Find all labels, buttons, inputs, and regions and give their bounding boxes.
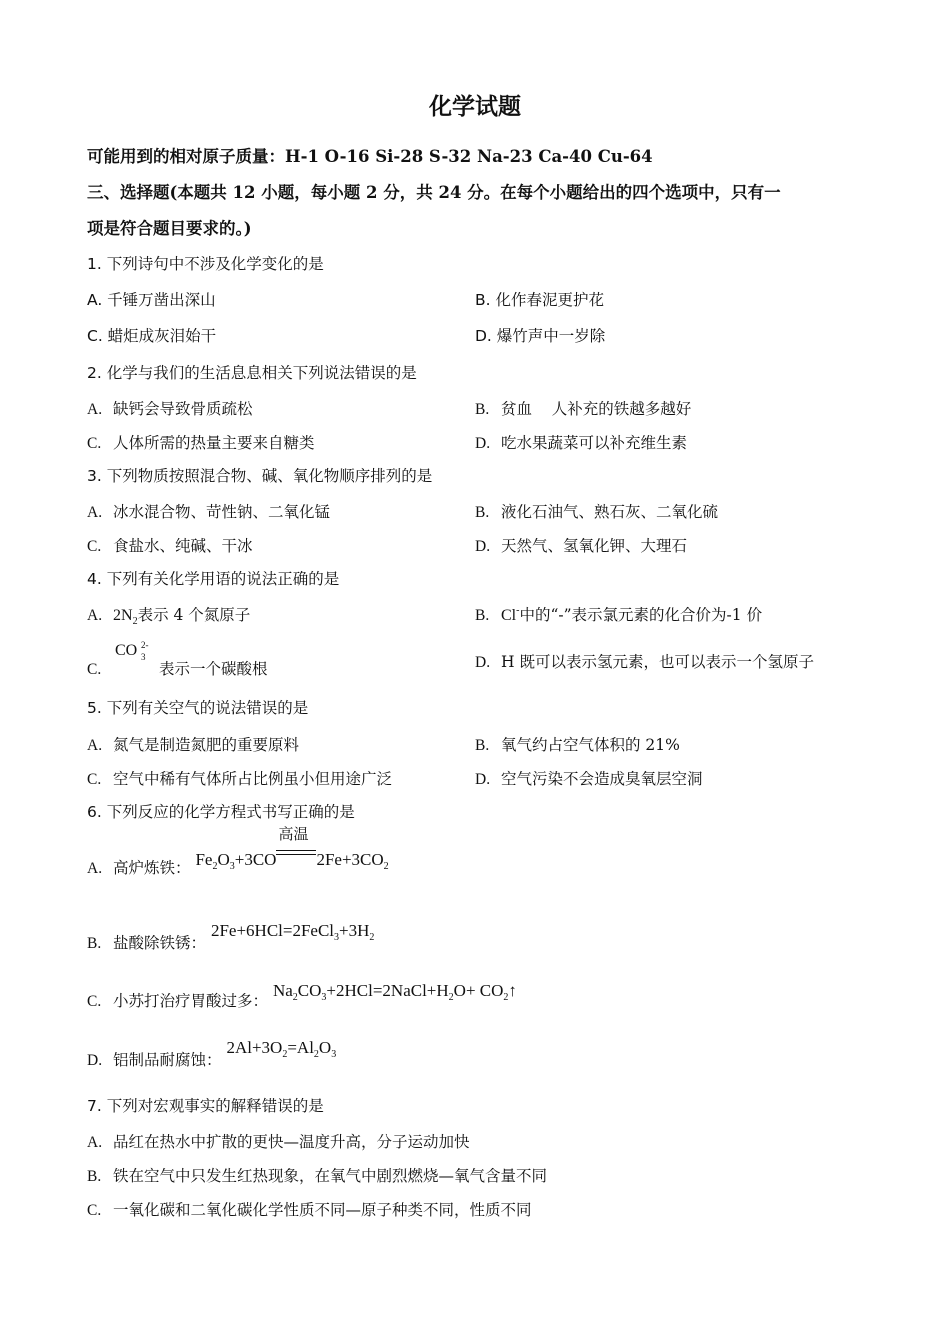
option-label: 小苏打治疗胃酸过多： (113, 992, 269, 1010)
q4-stem: 4. 下列有关化学用语的说法正确的是 (87, 570, 340, 588)
option-letter: B. (475, 504, 490, 521)
option-text: 品红在热水中扩散的更快—温度升高，分子运动加快 (113, 1133, 470, 1151)
formula-text: 2Fe+3CO (316, 850, 384, 869)
formula-charge: 2- (141, 640, 149, 650)
section-heading-line1: 三、选择题(本题共 12 小题，每小题 2 分，共 24 分。在每个小题给出的四个选项中，只有一 (87, 183, 781, 202)
formula-subscript: 2 (282, 1049, 288, 1060)
option-text: 天然气、氢氧化钾、大理石 (501, 537, 688, 555)
q1-stem: 1. 下列诗句中不涉及化学变化的是 (87, 255, 324, 273)
option-text: H 既可以表示氢元素，也可以表示一个氢原子 (501, 653, 814, 671)
option-text: 氮气是制造氮肥的重要原料 (113, 736, 300, 754)
option-letter: A. (87, 607, 103, 624)
formula-text: O (217, 850, 230, 869)
formula-text: +3CO (234, 850, 277, 869)
q7-option-b (87, 1164, 547, 1186)
formula-text: +3H (339, 921, 370, 940)
q7-option-a (87, 1130, 470, 1152)
formula-text: O+ CO (453, 981, 504, 1000)
q4-option-b (475, 603, 762, 625)
q2-stem: 2. 化学与我们的生活息息相关下列说法错误的是 (87, 364, 417, 382)
option-text: 食盐水、纯碱、干冰 (113, 537, 253, 555)
q6-option-d (87, 1038, 337, 1072)
option-letter: B. (475, 401, 490, 418)
option-label: 铝制品耐腐蚀： (113, 1051, 222, 1069)
q4-option-c (87, 640, 268, 679)
formula-text: +2HCl=2NaCl+H (326, 981, 449, 1000)
formula-text: O (318, 1038, 332, 1057)
q7-stem: 7. 下列对宏观事实的解释错误的是 (87, 1097, 324, 1115)
formula-subscript: 3 (331, 1049, 337, 1060)
q3-option-d (475, 534, 687, 556)
q6-option-a (87, 825, 389, 880)
q4-option-d (475, 650, 814, 672)
formula-text: CO (297, 981, 322, 1000)
formula-subscript: 2 (503, 992, 509, 1003)
option-text: 空气污染不会造成臭氧层空洞 (501, 770, 703, 788)
q1-option-d: D. 爆竹声中一岁除 (475, 327, 606, 345)
formula-text: ↑ (508, 981, 517, 1000)
q2-option-b (475, 397, 691, 419)
formula-subscript: 3 (334, 932, 340, 943)
formula-subscript: 2 (383, 861, 389, 872)
option-letter: B. (87, 935, 102, 952)
equation-a (195, 825, 389, 872)
formula-text: 2Al+3O (226, 1038, 283, 1057)
q3-option-b (475, 500, 718, 522)
option-text: 贫血 人补充的铁越多越好 (501, 400, 692, 418)
formula-subscript: 3 (141, 652, 146, 662)
option-label: 盐酸除铁锈： (113, 934, 207, 952)
option-letter: A. (87, 1134, 103, 1151)
option-letter: C. (87, 661, 102, 678)
formula-subscript: 2 (212, 861, 218, 872)
option-letter: B. (475, 607, 490, 624)
option-letter: D. (87, 1052, 103, 1069)
carbonate-formula (113, 640, 159, 676)
option-letter: C. (87, 538, 102, 555)
option-letter: A. (87, 504, 103, 521)
condition-text: 高温 (278, 825, 309, 843)
option-letter: A. (87, 860, 103, 877)
option-letter: C. (87, 993, 102, 1010)
option-text: 表示一个碳酸根 (159, 660, 268, 678)
q3-option-c (87, 534, 253, 556)
option-text: 中的“-”表示氯元素的化合价为-1 价 (519, 606, 763, 624)
formula-text: =Al (287, 1038, 314, 1057)
q5-option-a (87, 733, 299, 755)
q1-option-c: C. 蜡炬成灰泪始干 (87, 327, 217, 345)
formula-subscript: 2 (313, 1049, 319, 1060)
q5-stem: 5. 下列有关空气的说法错误的是 (87, 699, 309, 717)
option-letter: D. (475, 538, 491, 555)
formula-text: 2Fe+6HCl=2FeCl (210, 921, 335, 940)
option-letter: B. (475, 737, 490, 754)
q5-option-c (87, 767, 392, 789)
option-text: 冰水混合物、苛性钠、二氧化锰 (113, 503, 331, 521)
option-label: 高炉炼铁： (113, 859, 191, 877)
section-heading-line2: 项是符合题目要求的。) (87, 219, 252, 238)
option-letter: D. (475, 654, 491, 671)
q2-option-a (87, 397, 253, 419)
option-text: 氧气约占空气体积的 21% (501, 736, 680, 754)
option-letter: A. (87, 737, 103, 754)
equation-b (210, 921, 375, 943)
option-text: 吃水果蔬菜可以补充维生素 (501, 434, 688, 452)
formula-superscript: - (516, 605, 520, 616)
formula-text: CO (115, 642, 138, 659)
q2-option-c (87, 431, 315, 453)
formula-subscript: 2 (132, 616, 138, 627)
option-letter: A. (87, 401, 103, 418)
formula-text: Fe (195, 850, 213, 869)
formula-subscript: 3 (321, 992, 327, 1003)
q6-option-b (87, 921, 375, 955)
option-text: 人体所需的热量主要来自糖类 (113, 434, 315, 452)
q5-option-d (475, 767, 703, 789)
q7-option-c (87, 1198, 532, 1220)
option-letter: C. (87, 1202, 102, 1219)
q6-option-c (87, 981, 517, 1013)
q1-option-b: B. 化作春泥更护花 (475, 291, 604, 309)
q6-stem: 6. 下列反应的化学方程式书写正确的是 (87, 803, 355, 821)
equation-c (272, 981, 517, 1003)
formula-text: Na (272, 981, 293, 1000)
q5-option-b (475, 733, 680, 755)
option-letter: D. (475, 771, 491, 788)
option-letter: C. (87, 435, 102, 452)
atomic-mass-line: 可能用到的相对原子质量：H-1 O-16 Si-28 S-32 Na-23 Ca-40 Cu-64 (87, 147, 653, 166)
formula-subscript: 3 (229, 861, 235, 872)
option-text: 表示 4 个氮原子 (137, 606, 251, 624)
option-letter: C. (87, 771, 102, 788)
reaction-condition (276, 825, 316, 865)
page-title: 化学试题 (429, 93, 521, 120)
option-text: 缺钙会导致骨质疏松 (113, 400, 253, 418)
formula-text: 2N (113, 607, 133, 624)
equation-d (226, 1038, 337, 1060)
formula-subscript: 2 (292, 992, 298, 1003)
q3-stem: 3. 下列物质按照混合物、碱、氧化物顺序排列的是 (87, 467, 433, 485)
q2-option-d (475, 431, 687, 453)
option-text: 铁在空气中只发生红热现象，在氧气中剧烈燃烧—氧气含量不同 (113, 1167, 548, 1185)
formula-subscript: 2 (369, 932, 375, 943)
option-letter: B. (87, 1168, 102, 1185)
q1-option-a: A. 千锤万凿出深山 (87, 291, 216, 309)
formula-text: Cl (501, 607, 517, 624)
q4-option-a (87, 603, 250, 627)
q3-option-a (87, 500, 330, 522)
formula-subscript: 2 (448, 992, 454, 1003)
option-text: 一氧化碳和二氧化碳化学性质不同—原子种类不同，性质不同 (113, 1201, 532, 1219)
option-letter: D. (475, 435, 491, 452)
option-text: 液化石油气、熟石灰、二氧化硫 (501, 503, 719, 521)
option-text: 空气中稀有气体所占比例虽小但用途广泛 (113, 770, 393, 788)
